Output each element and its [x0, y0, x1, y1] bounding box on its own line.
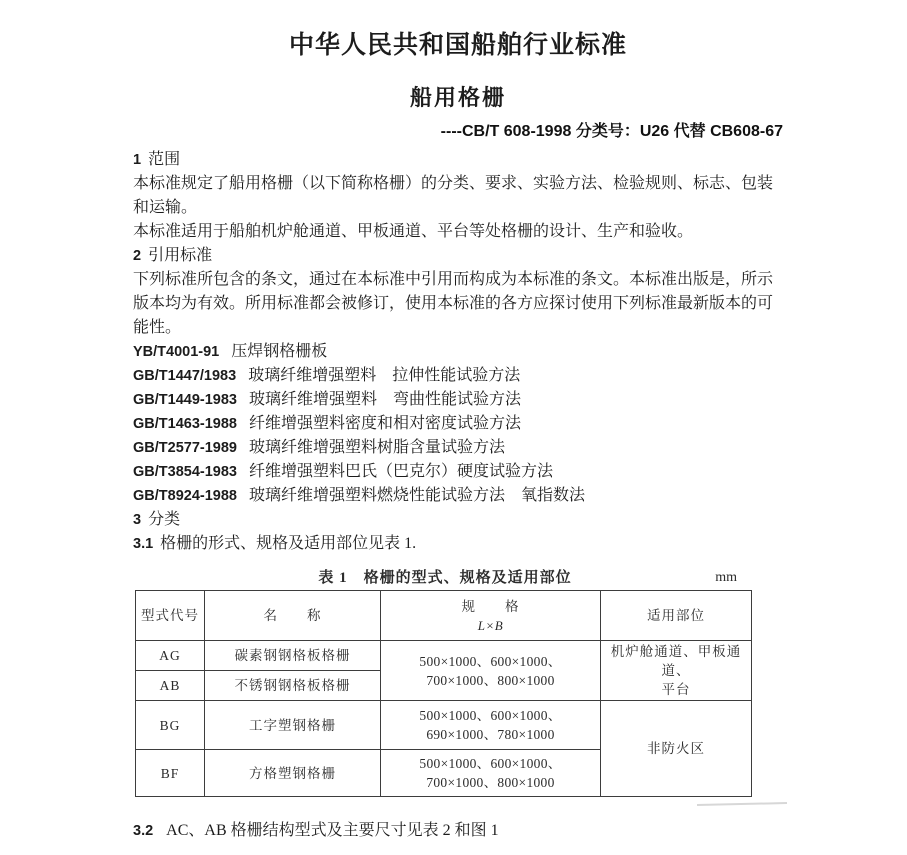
- section-3-2-number: 3.2: [133, 823, 154, 839]
- spec-line: 700×1000、800×1000: [426, 672, 555, 688]
- table1-caption: 表 1 格栅的型式、规格及适用部位: [318, 570, 572, 586]
- reference-item: [133, 412, 783, 436]
- reference-title: 纤维增强塑料密度和相对密度试验方法: [248, 415, 521, 432]
- cell-area-ag-ab: [601, 641, 752, 701]
- reference-code: GB/T1447/1983: [133, 368, 237, 384]
- section-3-2-line: [133, 819, 783, 843]
- col-header-type-code: 型式代号: [136, 591, 205, 641]
- col-header-area: 适用部位: [601, 591, 752, 641]
- section-3-heading: [133, 508, 783, 532]
- cell-name: 不锈钢钢格板格栅: [205, 671, 381, 701]
- standard-designation: ----CB/T 608-1998 分类号：U26 代替 CB608-67: [440, 123, 783, 140]
- reference-title: 玻璃纤维增强塑料 拉伸性能试验方法: [248, 367, 521, 384]
- cell-type-code: AB: [136, 671, 205, 701]
- reference-item: [133, 340, 783, 364]
- table1: [135, 590, 752, 797]
- reference-code: GB/T3854-1983: [133, 464, 237, 480]
- section-3-1-number: 3.1: [133, 536, 154, 552]
- cell-type-code: BG: [136, 701, 205, 750]
- reference-title: 玻璃纤维增强塑料燃烧性能试验方法 氧指数法: [248, 487, 585, 504]
- cell-name: 工字塑钢格栅: [205, 701, 381, 750]
- cell-spec-ag-ab: [381, 641, 601, 701]
- section-3-number: 3: [133, 512, 142, 528]
- reference-title: 纤维增强塑料巴氏（巴克尔）硬度试验方法: [248, 463, 553, 480]
- table1-scan-region: [135, 566, 755, 797]
- paragraph-line: 版本均为有效。所用标准都会被修订，使用本标准的各方应探讨使用下列标准最新版本的可: [133, 295, 774, 312]
- cell-spec-bf: [381, 750, 601, 797]
- cell-type-code: BF: [136, 750, 205, 797]
- paragraph-line: 和运输。: [133, 199, 198, 216]
- reference-title: 玻璃纤维增强塑料 弯曲性能试验方法: [248, 391, 521, 408]
- cell-name: 方格塑钢格栅: [205, 750, 381, 797]
- reference-item: [133, 460, 783, 484]
- spec-line: 690×1000、780×1000: [426, 727, 555, 742]
- section-2-title: 引用标准: [148, 247, 213, 264]
- section-3-2-text: AC、AB 格栅结构型式及主要尺寸见表 2 和图 1: [166, 822, 499, 839]
- body-text: [133, 148, 783, 556]
- reference-title: 玻璃纤维增强塑料树脂含量试验方法: [248, 439, 505, 456]
- section-1-heading: [133, 148, 783, 172]
- cell-spec-bg: [381, 701, 601, 750]
- table-row-bg: [136, 701, 752, 750]
- reference-code: YB/T4001-91: [133, 344, 220, 360]
- reference-code: GB/T2577-1989: [133, 440, 237, 456]
- area-line: 平台: [661, 682, 691, 697]
- paragraph-line: 能性。: [133, 319, 182, 336]
- spec-line: 700×1000、800×1000: [426, 775, 555, 790]
- cell-area-bg-bf: 非防火区: [601, 701, 752, 797]
- section-2-number: 2: [133, 248, 142, 264]
- cell-name: 碳素钢钢格板格栅: [205, 641, 381, 671]
- area-line: 机炉舱通道、甲板通道、: [610, 644, 742, 678]
- reference-title: 压焊钢格栅板: [231, 343, 328, 360]
- table1-caption-row: [135, 566, 755, 586]
- paragraph-line: 下列标准所包含的条文，通过在本标准中引用而构成为本标准的条文。本标准出版是，所示: [133, 271, 774, 288]
- reference-code: GB/T1449-1983: [133, 392, 237, 408]
- reference-item: [133, 484, 783, 508]
- paragraph-line: 本标准规定了船用格栅（以下简称格栅）的分类、要求、实验方法、检验规则、标志、包装: [133, 175, 774, 192]
- reference-item: [133, 436, 783, 460]
- col-header-spec: [381, 591, 601, 641]
- section-3-title: 分类: [148, 511, 181, 528]
- spec-line: 500×1000、600×1000、: [419, 653, 562, 669]
- reference-item: [133, 364, 783, 388]
- document-content: [133, 0, 783, 843]
- section-1-title: 范围: [148, 151, 181, 168]
- reference-code: GB/T1463-1988: [133, 416, 237, 432]
- reference-code: GB/T8924-1988: [133, 488, 237, 504]
- table1-header-row: [136, 591, 752, 641]
- col-header-spec-label: 规 格: [461, 598, 520, 614]
- spec-line: 500×1000、600×1000、: [419, 708, 562, 723]
- section-3-1-line: [133, 532, 783, 556]
- col-header-spec-formula: L×B: [477, 617, 504, 633]
- doc-subtitle: 船用格栅: [409, 85, 506, 110]
- reference-item: [133, 388, 783, 412]
- section-1-number: 1: [133, 152, 142, 168]
- table-row-ag: [136, 641, 752, 671]
- doc-title: 中华人民共和国船舶行业标准: [288, 32, 627, 59]
- table1-unit-label: mm: [715, 570, 737, 585]
- section-2-heading: [133, 244, 783, 268]
- section-3-1-text: 格栅的形式、规格及适用部位见表 1.: [160, 535, 417, 552]
- col-header-name: 名 称: [205, 591, 381, 641]
- spec-line: 500×1000、600×1000、: [419, 756, 562, 771]
- paragraph-line: 本标准适用于船舶机炉舱通道、甲板通道、平台等处格栅的设计、生产和验收。: [133, 223, 694, 240]
- cell-type-code: AG: [136, 641, 205, 671]
